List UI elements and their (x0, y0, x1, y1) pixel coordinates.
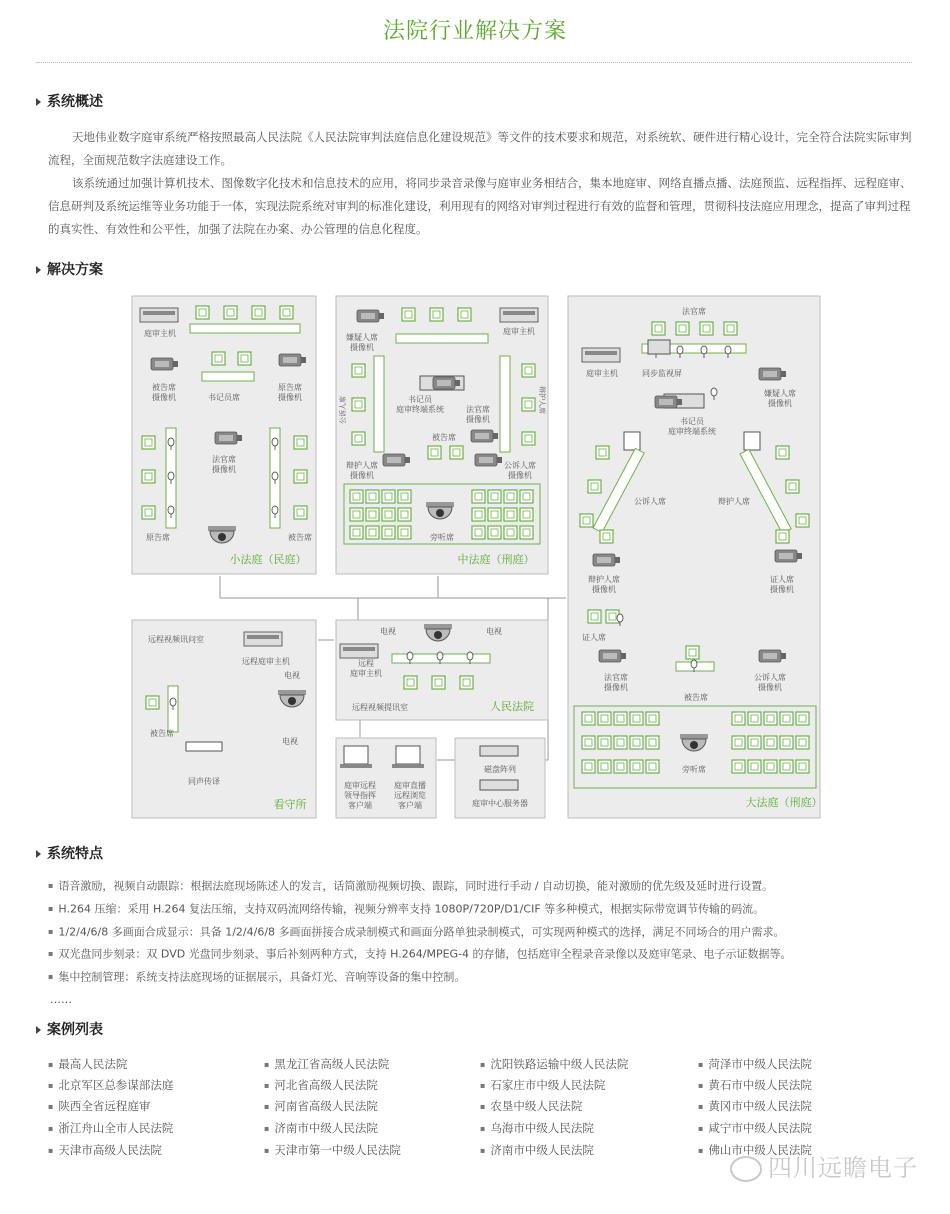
label-sync-translate: 同声传译 (188, 777, 220, 786)
feature-item: ▪ 1/2/4/6/8 多画面合成显示：具备 1/2/4/6/8 多画面拼接合成录制模式和画面分路单独录制模式，可实现两种模式的选择，满足不同场合的用户需求。 (48, 921, 918, 944)
case-item: ▪ 济南市中级人民法院 (480, 1142, 594, 1158)
watermark-text: 四川远瞻电子 (768, 1154, 918, 1182)
features-more: …… (50, 992, 72, 1006)
label-defendant-cam: 被告席 (152, 383, 176, 392)
case-item: ▪ 佛山市中级人民法院 (698, 1142, 812, 1158)
panel-detention (132, 620, 316, 818)
svg-text:公诉人席: 公诉人席 (754, 673, 786, 682)
svg-text:书记员: 书记员 (408, 395, 432, 404)
label-plaintiff-seat: 原告席 (146, 533, 170, 542)
case-item: ▪ 乌海市中级人民法院 (480, 1120, 594, 1136)
label-center-server: 庭审中心服务器 (472, 799, 528, 808)
label-court-host: 庭审主机 (144, 329, 176, 338)
case-item: ▪ 菏泽市中级人民法院 (698, 1056, 812, 1072)
case-item: ▪ 天津市高级人民法院 (48, 1142, 162, 1158)
svg-text:嫌疑人席: 嫌疑人席 (346, 333, 378, 342)
overview-paragraph-2: 该系统通过加强计算机技术、图像数字化技术和信息技术的应用，将同步录音录像与庭审业务相结合，集本地庭审、网络直播点播、法庭预监、远程指挥、远程庭审、信息研判及系统运维等业务功能于一体，实现法院系统对审判的标准化建设，利用现有的网络对审判过程进行有效的监督和管理，贯彻科技法庭应用理念，提高了审判过程的真实性、有效性和公平性，加强了法院在办案、办公管理的信息化程度。 (48, 176, 912, 236)
svg-text:庭审主机: 庭审主机 (350, 669, 382, 678)
svg-text:摄像机: 摄像机 (768, 399, 792, 408)
svg-text:辩护人席: 辩护人席 (718, 497, 750, 506)
svg-text:书记员: 书记员 (680, 417, 704, 426)
label-sync-screen: 同步监视屏 (642, 369, 682, 378)
svg-text:摄像机: 摄像机 (466, 415, 490, 424)
label-detention: 看守所 (273, 798, 307, 811)
label-judge-seat: 法官席 (682, 307, 706, 316)
svg-text:摄像机: 摄像机 (770, 585, 794, 594)
svg-text:摄像机: 摄像机 (508, 471, 532, 480)
case-item: ▪ 咸宁市中级人民法院 (698, 1120, 812, 1136)
feature-item: ▪ 语音激励，视频自动跟踪：根据法庭现场陈述人的发言，话筒激励视频切换、跟踪，同时进行手动 / 自动切换，能对激励的优先级及延时进行设置。 (48, 875, 918, 898)
label-mid-court: 中法庭（刑庭） (457, 553, 535, 566)
svg-text:公诉人席: 公诉人席 (339, 396, 347, 424)
label-remote-video-room: 远程视频提讯室 (352, 703, 408, 712)
label-remote-room: 远程视频讯问室 (148, 635, 204, 644)
label-disk-array: 磁盘阵列 (484, 765, 516, 774)
label-mid-audience: 旁听席 (430, 533, 454, 542)
svg-text:庭审主机: 庭审主机 (586, 369, 618, 378)
case-item: ▪ 黄石市中级人民法院 (698, 1077, 812, 1093)
label-clerk-seat: 书记员席 (208, 393, 240, 402)
svg-text:摄像机: 摄像机 (212, 465, 236, 474)
svg-text:被告席: 被告席 (684, 693, 708, 702)
svg-text:庭审直播: 庭审直播 (394, 781, 426, 790)
case-item: ▪ 陕西全省远程庭审 (48, 1098, 150, 1114)
case-item: ▪ 农垦中级人民法院 (480, 1098, 582, 1114)
svg-text:法官席: 法官席 (604, 673, 628, 682)
section-heading-overview: 系统概述 (36, 91, 103, 111)
svg-text:法官席: 法官席 (212, 455, 236, 464)
case-item: ▪ 天津市第一中级人民法院 (264, 1142, 401, 1158)
label-defendant-seat: 被告席 (288, 533, 312, 542)
svg-text:公诉人席: 公诉人席 (504, 461, 536, 470)
svg-text:电视: 电视 (486, 627, 502, 636)
label-people-court: 人民法院 (490, 700, 534, 713)
overview-paragraph-1: 天地伟业数字庭审系统严格按照最高人民法院《人民法院审判法庭信息化建设规范》等文件的技术要求和规范，对系统软、硬件进行精心设计，完全符合法院实际审判流程，全面规范数字法庭建设工作。 (48, 130, 912, 167)
svg-text:原告席: 原告席 (278, 383, 302, 392)
features-list (48, 875, 918, 1011)
section-heading-features: 系统特点 (36, 843, 103, 863)
svg-text:摄像机: 摄像机 (152, 393, 176, 402)
svg-text:客户端: 客户端 (398, 801, 422, 810)
svg-text:客户端: 客户端 (348, 801, 372, 810)
svg-text:庭审终端系统: 庭审终端系统 (396, 405, 444, 414)
label-mid-court-host: 庭审主机 (503, 327, 535, 336)
svg-text:远程浏览: 远程浏览 (394, 791, 426, 800)
svg-text:被告席: 被告席 (432, 433, 456, 442)
label-remote-host: 远程庭审主机 (242, 657, 290, 666)
svg-text:摄像机: 摄像机 (604, 683, 628, 692)
feature-item: ▪ H.264 压缩：采用 H.264 复法压缩，支持双码流网络传输，视频分辨率支持 1080P/720P/D1/CIF 等多种模式，根据实际带宽调节传输的码流。 (48, 898, 918, 921)
svg-text:辩护人席: 辩护人席 (346, 461, 378, 470)
svg-text:摄像机: 摄像机 (350, 471, 374, 480)
svg-text:证人席: 证人席 (582, 633, 606, 642)
feature-item: ▪ 集中控制管理：系统支持法庭现场的证据展示，具备灯光、音响等设备的集中控制。 (48, 966, 918, 989)
watermark (730, 1148, 918, 1183)
wechat-icon (730, 1156, 762, 1182)
svg-text:远程: 远程 (358, 659, 374, 668)
case-item: ▪ 黑龙江省高级人民法院 (264, 1056, 389, 1072)
svg-text:法官席: 法官席 (466, 405, 490, 414)
svg-text:辩护人席: 辩护人席 (588, 575, 620, 584)
svg-text:摄像机: 摄像机 (592, 585, 616, 594)
case-item: ▪ 最高人民法院 (48, 1056, 127, 1072)
svg-text:被告席: 被告席 (150, 729, 174, 738)
section-heading-cases: 案例列表 (36, 1019, 103, 1039)
case-item: ▪ 沈阳铁路运输中级人民法院 (480, 1056, 628, 1072)
label-witness-seat-big: 证人席 (770, 575, 794, 584)
svg-text:电视: 电视 (380, 627, 396, 636)
feature-item: ▪ 双光盘同步刻录：双 DVD 光盘同步刻录、事后补刻两种方式，支持 H.264/MPEG-4 的存储，包括庭审全程录音录像以及庭审笔录、电子示证数据等。 (48, 943, 918, 966)
svg-text:摄像机: 摄像机 (350, 343, 374, 352)
svg-text:领导指挥: 领导指挥 (344, 791, 376, 800)
svg-text:嫌疑人席: 嫌疑人席 (764, 389, 796, 398)
case-item: ▪ 石家庄市中级人民法院 (480, 1077, 605, 1093)
section-heading-solution: 解决方案 (36, 259, 103, 279)
svg-text:电视: 电视 (282, 737, 298, 746)
svg-text:旁听席: 旁听席 (682, 765, 706, 774)
svg-text:庭审远程: 庭审远程 (344, 781, 376, 790)
case-item: ▪ 黄冈市中级人民法院 (698, 1098, 812, 1114)
case-item: ▪ 济南市中级人民法院 (264, 1120, 378, 1136)
label-small-court: 小法庭（民庭） (229, 553, 307, 566)
case-item: ▪ 北京军区总参谋部法庭 (48, 1077, 173, 1093)
svg-text:庭审终端系统: 庭审终端系统 (668, 427, 716, 436)
label-big-court: 大法庭（刑庭） (745, 796, 823, 809)
case-item: ▪ 河北省高级人民法院 (264, 1077, 378, 1093)
svg-text:辩护人席: 辩护人席 (538, 386, 546, 414)
svg-text:摄像机: 摄像机 (758, 683, 782, 692)
case-item: ▪ 浙江舟山全市人民法院 (48, 1120, 173, 1136)
case-item: ▪ 河南省高级人民法院 (264, 1098, 378, 1114)
svg-text:公诉人席: 公诉人席 (634, 497, 666, 506)
page-title: 法院行业解决方案 (382, 19, 567, 44)
svg-text:电视: 电视 (284, 671, 300, 680)
svg-text:摄像机: 摄像机 (278, 393, 302, 402)
